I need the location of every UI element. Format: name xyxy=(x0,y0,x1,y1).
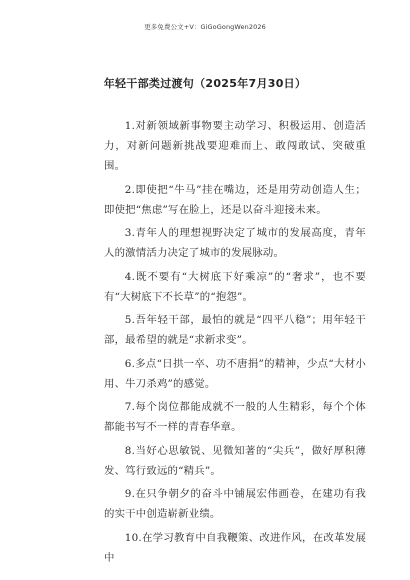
paragraph-4: 4.既不要有“大树底下好乘凉”的“奢求”，也不要有“大树底下不长草”的“抱怨”。 xyxy=(104,270,366,303)
paragraph-8: 8.当好心思敏锐、见微知著的“尖兵”，做好厚积薄发、笃行致远的“精兵”。 xyxy=(104,444,366,477)
paragraph-3: 3.青年人的理想视野决定了城市的发展高度，青年人的激情活力决定了城市的发展脉动。 xyxy=(104,227,366,259)
document-title: 年轻干部类过渡句（2025年7月30日） xyxy=(103,77,307,90)
paragraph-7: 7.每个岗位都能成就不一般的人生精彩，每个个体都能书写不一样的青春华章。 xyxy=(104,401,366,433)
paragraph-6: 6.多点“日拱一卒、功不唐捐”的精神，少点“大材小用、牛刀杀鸡”的感觉。 xyxy=(104,357,366,390)
header-promo-note: 更多免费公文+V：GiGoGongWen2026 xyxy=(144,23,266,31)
paragraph-10: 10.在学习教育中自我鞭策、改进作风，在改革发展中 xyxy=(104,531,366,564)
paragraph-9: 9.在只争朝夕的奋斗中铺展宏伟画卷，在建功有我的实干中创造崭新业绩。 xyxy=(104,488,366,520)
paragraph-1: 1.对新领域新事物要主动学习、积极运用、创造活力，对新问题新挑战要迎难而上、敢闯敢试、突破重围。 xyxy=(104,120,366,172)
paragraph-5: 5.吾年轻干部，最怕的就是“四平八稳”；用年轻干部，最希望的就是“求新求变”。 xyxy=(104,314,366,346)
paragraph-2: 2.即使把“牛马”挂在嘴边，还是用劳动创造人生；即使把“焦虑”写在脸上，还是以奋斗迎接未来。 xyxy=(104,183,366,216)
document-body xyxy=(104,116,366,571)
